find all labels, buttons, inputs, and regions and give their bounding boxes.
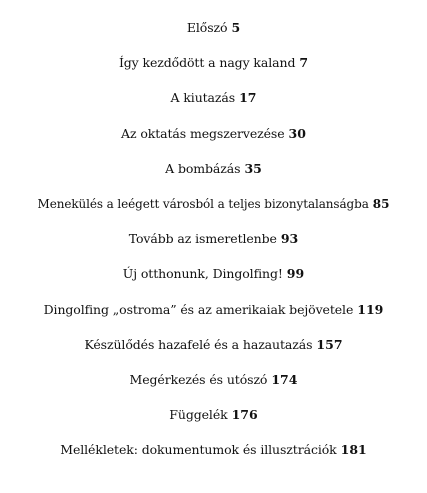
toc-entry: [0, 264, 427, 299]
toc-entry: [0, 18, 427, 53]
toc-entry-page: 17: [239, 90, 257, 106]
toc-entry: [0, 194, 427, 229]
toc-entry-page: 85: [372, 196, 390, 211]
toc-entry-title: Függelék: [169, 407, 228, 423]
toc-entry-title: Mellékletek: dokumentumok és illusztrációk: [60, 442, 337, 458]
toc-entry: [0, 159, 427, 194]
toc-entry-page: 119: [357, 301, 384, 317]
toc-entry-page: 7: [299, 55, 309, 71]
toc-entry-page: 99: [286, 266, 305, 282]
toc-entry-title: Dingolfing „ostroma” és az amerikaiak bejövetele: [43, 301, 354, 317]
toc-entry: [0, 335, 427, 370]
toc-entry: [0, 405, 427, 440]
toc-entry: [0, 440, 427, 475]
toc-entry-title: Menekülés a leégett városból a teljes bizonytalanságba: [37, 196, 369, 211]
toc-entry-page: 30: [288, 125, 306, 141]
toc-entry-title: Új otthonunk, Dingolfing!: [122, 266, 283, 282]
toc-entry-page: 157: [316, 336, 343, 352]
toc-entry-page: 5: [231, 20, 241, 35]
toc-entry-title: Előszó: [186, 20, 228, 35]
toc-entry-title: Így kezdődött a nagy kaland: [118, 55, 296, 71]
toc-entry: [0, 370, 427, 405]
toc-entry: [0, 300, 427, 335]
toc-entry-page: 174: [271, 371, 298, 387]
toc-entry-title: Tovább az ismeretlenbe: [128, 231, 277, 247]
toc-entry-title: A bombázás: [165, 160, 241, 176]
toc-entry-page: 93: [280, 231, 299, 247]
toc-entry-title: Az oktatás megszervezése: [121, 125, 285, 141]
toc-entry-page: 181: [340, 442, 367, 458]
toc-entry: [0, 88, 427, 123]
toc-entry-title: Készülődés hazafelé és a hazautazás: [84, 336, 313, 352]
toc-entry: [0, 53, 427, 88]
toc-entry-page: 176: [231, 407, 258, 423]
table-of-contents: [0, 18, 427, 475]
toc-entry: [0, 229, 427, 264]
toc-entry-title: A kiutazás: [170, 90, 236, 106]
toc-entry: [0, 124, 427, 159]
toc-entry-title: Megérkezés és utószó: [129, 371, 268, 387]
toc-entry-page: 35: [244, 160, 262, 176]
